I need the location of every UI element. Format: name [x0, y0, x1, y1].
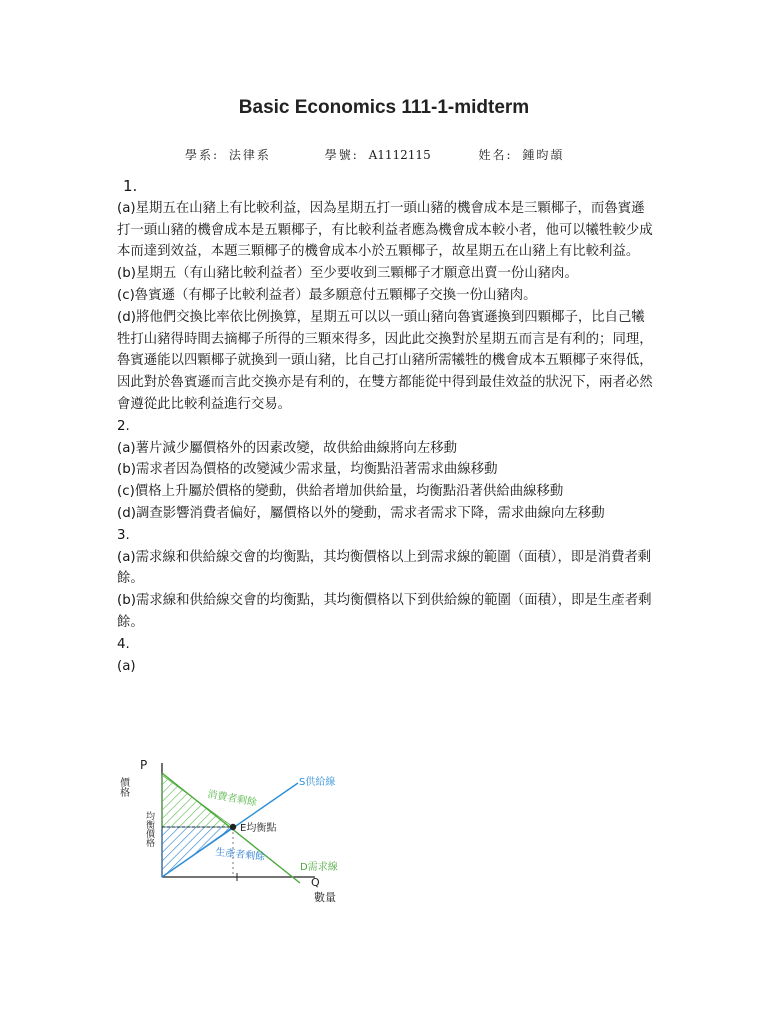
producer-surplus-label: 生產者剩餘 [214, 847, 266, 864]
equilibrium-label: E均衡點 [240, 823, 277, 834]
q2-answer-b: (b)需求者因為價格的改變減少需求量，均衡點沿著需求曲線移動 [117, 462, 498, 478]
x-axis-letter: Q [311, 876, 320, 889]
id-label: 學號: [324, 148, 359, 162]
y-axis-label: 價格 [117, 777, 129, 797]
q1-answer-d: (d)將他們交換比率依比例換算，星期五可以以一頭山豬向魯賓遜換到四顆椰子，比自己犧牲打山豬得時間去摘椰子所得的三顆來得多，因此此交換對於星期五而言是有利的；同理，魯賓遜能以四顆椰子就換到一頭山豬，比自己打山豬所需犧牲的機會成本五顆椰子來得低，因此對於魯賓遜而言此交換亦是有利的，在雙方都能從中得到最佳效益的狀況下，兩者必然會遵從此比較利益進行交易。 [117, 309, 653, 412]
q3-number: 3. [117, 527, 130, 543]
q3-answer-b: (b)需求線和供給線交會的均衡點，其均衡價格以下到供給線的範圍（面積），即是生產者剩餘。 [117, 593, 652, 630]
id-value: A1112115 [368, 148, 431, 162]
answer-body [117, 176, 657, 677]
surplus-graph [115, 755, 365, 925]
q1-answer-c: (c)魯賓遜（有椰子比較利益者）最多願意付五顆椰子交換一份山豬肉。 [117, 287, 537, 303]
q4-answer-a: (a) [117, 658, 136, 674]
dept-value: 法律系 [228, 148, 271, 162]
x-axis-label: 數量 [314, 891, 336, 904]
supply-label: S供給線 [299, 777, 336, 788]
equilibrium-point [230, 824, 236, 830]
demand-label: D需求線 [300, 862, 338, 873]
q1-answer-a: (a)星期五在山豬上有比較利益，因為星期五打一頭山豬的機會成本是三顆椰子，而魯賓遜打一頭山豬的機會成本是五顆椰子，有比較利益者應為機會成本較小者，他可以犧牲較少成本而達到效益，本題三顆椰子的機會成本小於五顆椰子，故星期五在山豬上有比較利益。 [117, 200, 653, 260]
y-axis-letter: P [140, 758, 148, 772]
q2-number: 2. [117, 418, 130, 434]
q4-number: 4. [117, 636, 130, 652]
consumer-surplus-label: 消費者剩餘 [206, 789, 258, 809]
eq-price-label: 均衡價格 [144, 811, 154, 847]
q1-answer-b: (b)星期五（有山豬比較利益者）至少要收到三顆椰子才願意出賣一份山豬肉。 [117, 266, 578, 282]
q3-answer-a: (a)需求線和供給線交會的均衡點，其均衡價格以上到需求線的範圍（面積），即是消費者剩餘。 [117, 549, 652, 587]
q2-answer-c: (c)價格上升屬於價格的變動，供給者增加供給量，均衡點沿著供給曲線移動 [117, 484, 564, 500]
q2-answer-a: (a)薯片減少屬價格外的因素改變，故供給曲線將向左移動 [117, 440, 458, 456]
page-title: Basic Economics 111-1-midterm [238, 97, 530, 118]
name-label: 姓名: [478, 148, 513, 162]
q1-number: 1. [123, 177, 138, 195]
q2-answer-d: (d)調查影響消費者偏好，屬價格以外的變動，需求者需求下降，需求曲線向左移動 [117, 505, 605, 521]
name-value: 鍾昀頡 [522, 148, 565, 162]
student-info [185, 146, 564, 163]
dept-label: 學系: [185, 148, 220, 162]
